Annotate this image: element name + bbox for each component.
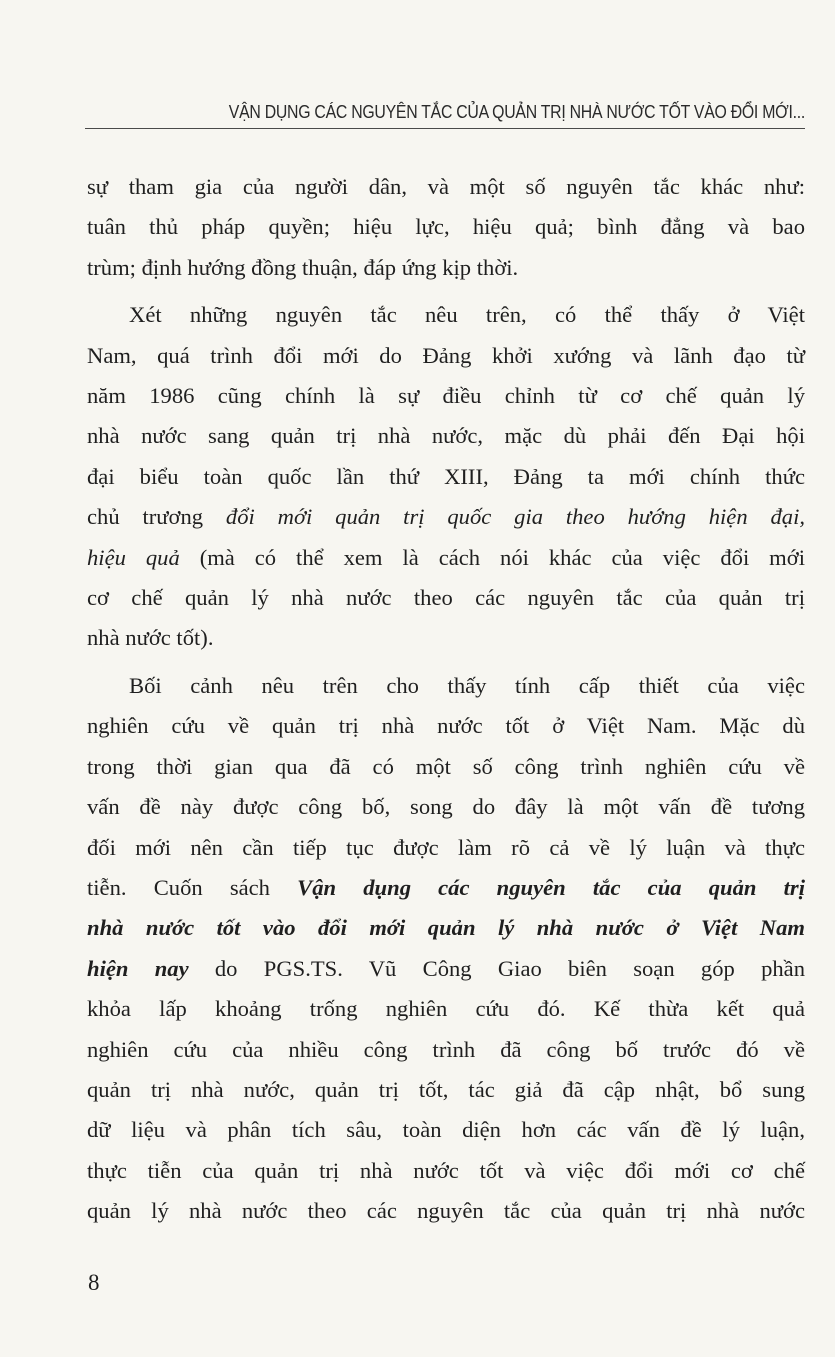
- text-line: [87, 538, 805, 578]
- text-line: thực tiễn của quản trị nhà nước tốt và việc đổi mới cơ chế: [87, 1157, 805, 1183]
- text-line: nhà nước sang quản trị nhà nước, mặc dù phải đến Đại hội: [87, 423, 805, 449]
- text-line: năm 1986 cũng chính là sự điều chỉnh từ cơ chế quản lý: [87, 383, 805, 409]
- paragraph-1: [87, 167, 805, 288]
- paragraph-2: [87, 295, 805, 659]
- text-line: tuân thủ pháp quyền; hiệu lực, hiệu quả; bình đẳng và bao: [87, 214, 805, 240]
- text-run: tiễn. Cuốn sách: [87, 874, 298, 900]
- text-line: Bối cảnh nêu trên cho thấy tính cấp thiết của việc: [129, 672, 805, 698]
- text-run: (mà có thể xem là cách nói khác của việc đổi mới: [179, 544, 805, 570]
- page-number: 8: [88, 1270, 100, 1295]
- text-line: Xét những nguyên tắc nêu trên, có thể thấy ở Việt: [129, 302, 805, 328]
- text-line: nghiên cứu về quản trị nhà nước tốt ở Việt Nam. Mặc dù: [87, 713, 805, 739]
- text-line: sự tham gia của người dân, và một số nguyên tắc khác như:: [87, 174, 805, 199]
- text-line: Nam, quá trình đổi mới do Đảng khởi xướng và lãnh đạo từ: [87, 342, 805, 368]
- running-header: VẬN DỤNG CÁC NGUYÊN TẮC CỦA QUẢN TRỊ NHÀ NƯỚC TỐT VÀO ĐỔI MỚI...: [228, 102, 805, 122]
- text-line: nhà nước tốt).: [87, 625, 214, 651]
- book-title: Vận dụng các nguyên tắc của quản trị: [297, 874, 805, 900]
- text-line: nghiên cứu của nhiều công trình đã công bố trước đó về: [87, 1036, 805, 1062]
- paragraph-3: [87, 666, 805, 1232]
- text-run: chủ trương: [87, 504, 226, 530]
- text-line: trùm; định hướng đồng thuận, đáp ứng kịp thời.: [87, 254, 519, 280]
- text-line: [87, 497, 805, 537]
- italic-phrase: hiệu quả: [87, 544, 180, 570]
- text-line: quản trị nhà nước, quản trị tốt, tác giả đã cập nhật, bổ sung: [87, 1076, 805, 1102]
- text-line: vấn đề này được công bố, song do đây là một vấn đề tương: [87, 794, 805, 820]
- text-run: do PGS.TS. Vũ Công Giao biên soạn góp phần: [188, 955, 805, 981]
- text-line: khỏa lấp khoảng trống nghiên cứu đó. Kế thừa kết quả: [87, 996, 805, 1022]
- text-line: [87, 949, 805, 989]
- text-line: quản lý nhà nước theo các nguyên tắc của quản trị nhà nước: [87, 1198, 805, 1224]
- book-title: hiện nay: [87, 955, 189, 981]
- text-line: đại biểu toàn quốc lần thứ XIII, Đảng ta mới chính thức: [87, 463, 805, 489]
- text-line: đối mới nên cần tiếp tục được làm rõ cả về lý luận và thực: [87, 834, 805, 860]
- text-line: trong thời gian qua đã có một số công trình nghiên cứu về: [87, 753, 805, 779]
- text-line: cơ chế quản lý nhà nước theo các nguyên tắc của quản trị: [87, 585, 805, 611]
- text-line: [87, 868, 805, 908]
- body-text: [87, 167, 805, 1232]
- text-line: dữ liệu và phân tích sâu, toàn diện hơn các vấn đề lý luận,: [87, 1117, 805, 1143]
- italic-phrase: đổi mới quản trị quốc gia theo hướng hiện đại,: [225, 504, 805, 530]
- book-title: nhà nước tốt vào đổi mới quản lý nhà nước ở Việt Nam: [87, 915, 805, 941]
- header-rule: [85, 128, 805, 129]
